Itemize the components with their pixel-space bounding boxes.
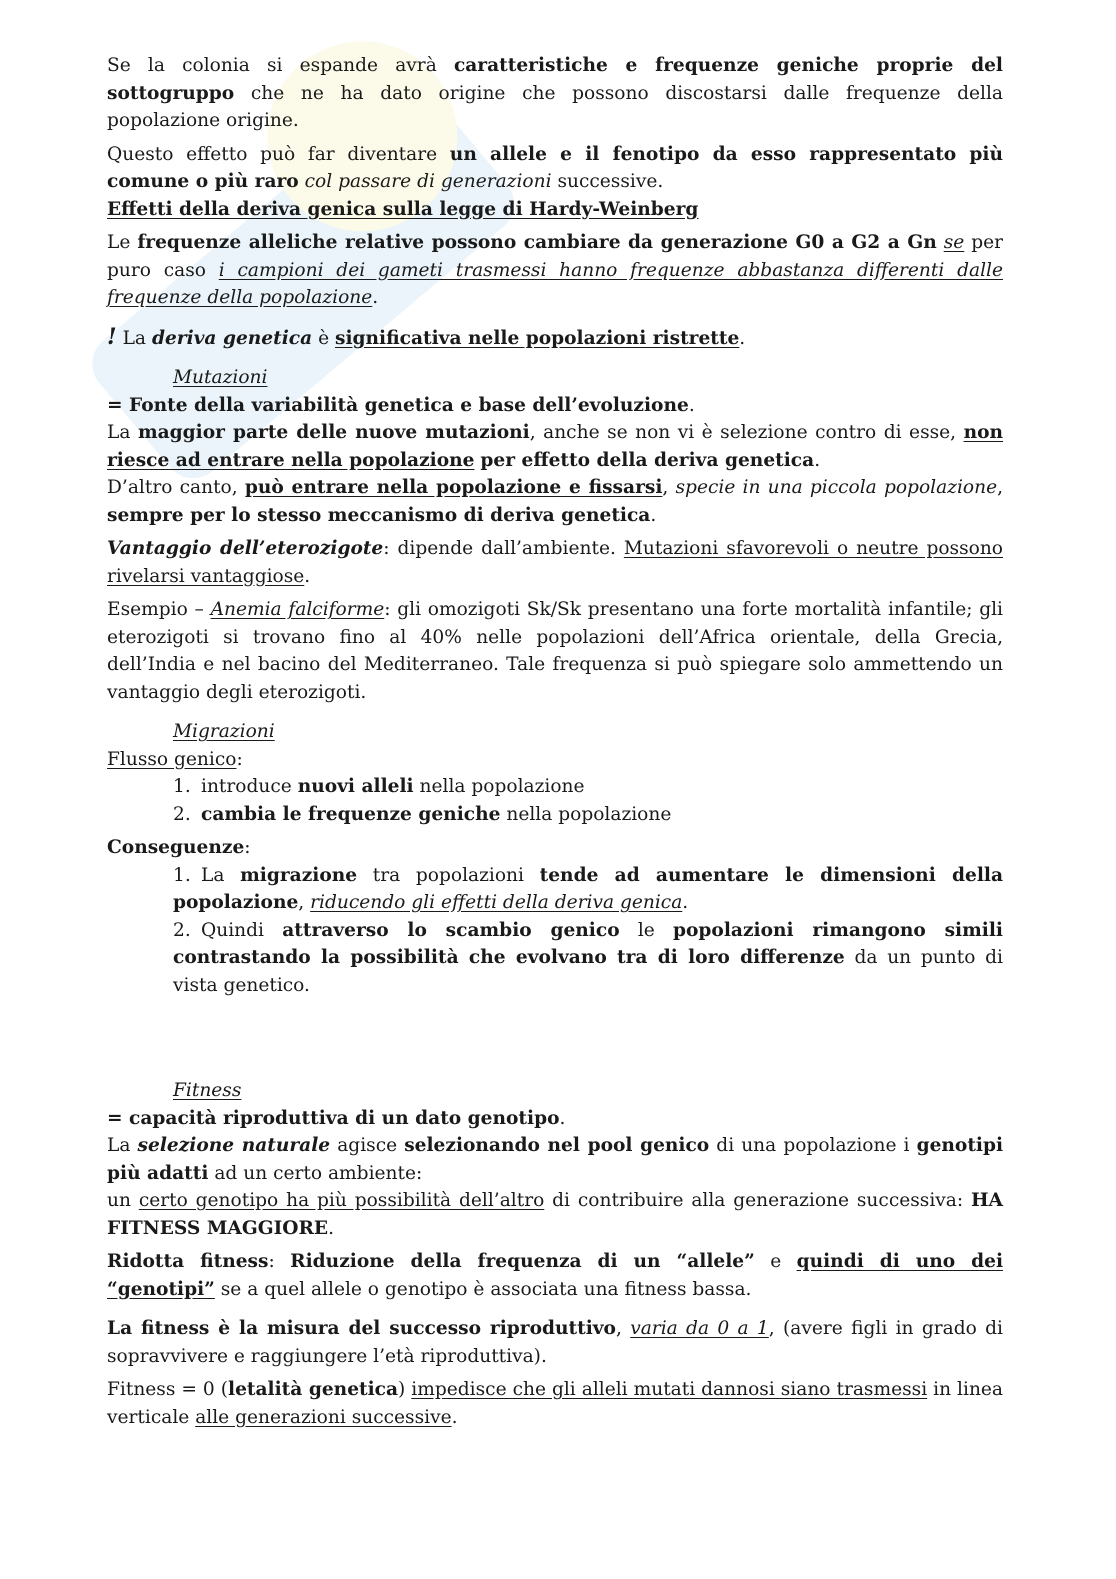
paragraph-ridotta-fitness: Ridotta fitness: Riduzione della frequenza di un “allele” e quindi di uno dei “genotipi” se a quel allele o genotipo è associata una fitness bassa. [107, 1251, 1004, 1300]
definition-mutazioni: = Fonte della variabilità genetica e base dell’evoluzione. [107, 394, 695, 416]
list-item: 1. introduce nuovi alleli nella popolazione [173, 776, 585, 797]
section-heading-migrazioni: Migrazioni [173, 721, 275, 742]
list-item: 2. cambia le frequenze geniche nella popolazione [173, 803, 672, 825]
list-item: 2. Quindi attraverso lo scambio genico le popolazioni rimangono simili contrastando la possibilità che evolvano tra di loro differenze da un punto di vista genetico. [173, 919, 1003, 996]
conseguenze-list [107, 862, 1003, 1000]
section-heading-hardy-weinberg: Effetti della deriva genica sulla legge di Hardy-Weinberg [107, 198, 699, 220]
paragraph-effetto: Questo effetto può far diventare un allele e il fenotipo da esso rappresentato più comune o più raro col passare di generazioni successive. [107, 143, 1003, 192]
paragraph-frequenze: Le frequenze alleliche relative possono cambiare da generazione G0 a G2 a Gn se per puro caso i campioni dei gameti trasmessi hanno frequenze abbastanza differenti dalle frequenze della popolazione. [107, 232, 1003, 308]
paragraph-selezione: La selezione naturale agisce selezionando nel pool genico di una popolazione i genotipi più adatti ad un certo ambiente: [107, 1135, 1004, 1184]
flusso-genico-list [107, 773, 1003, 828]
section-heading-fitness: Fitness [173, 1080, 242, 1101]
list-item: 1. La migrazione tra popolazioni tende ad aumentare le dimensioni della popolazione, riducendo gli effetti della deriva genica. [173, 864, 1003, 913]
document-page [107, 52, 1003, 1431]
section-heading-mutazioni: Mutazioni [173, 367, 268, 388]
paragraph-genotipo: un certo genotipo ha più possibilità dell’altro di contribuire alla generazione successiva: HA FITNESS MAGGIORE. [107, 1190, 1003, 1239]
paragraph-esempio: Esempio – Anemia falciforme: gli omozigoti Sk/Sk presentano una forte mortalità infantile; gli eterozigoti si trovano fino al 40% nelle popolazioni dell’Africa orientale, della Grecia, dell’India e nel bacino del Mediterraneo. Tale frequenza si può spiegare solo ammettendo un vantaggio degli eterozigoti. [107, 599, 1003, 703]
paragraph-colonia: Se la colonia si espande avrà caratteristiche e frequenze geniche proprie del sottogruppo che ne ha dato origine che possono discostarsi dalle frequenze della popolazione origine. [107, 55, 1003, 131]
paragraph-vantaggio: Vantaggio dell’eterozigote: dipende dall’ambiente. Mutazioni sfavorevoli o neutre possono rivelarsi vantaggiose. [107, 538, 1003, 587]
conseguenze-label: Conseguenze: [107, 837, 251, 858]
paragraph-maggior-parte: La maggior parte delle nuove mutazioni, anche se non vi è selezione contro di esse, non riesce ad entrare nella popolazione per effetto della deriva genetica. [107, 422, 1004, 471]
paragraph-deriva-note: ! La deriva genetica è significativa nelle popolazioni ristrette. [107, 323, 746, 350]
paragraph-misura: La fitness è la misura del successo riproduttivo, varia da 0 a 1, (avere figli in grado di sopravvivere e raggiungere l’età riproduttiva). [107, 1318, 1004, 1367]
paragraph-fitness-zero: Fitness = 0 (letalità genetica) impedisce che gli alleli mutati dannosi siano trasmessi in linea verticale alle generazioni successive. [107, 1379, 1004, 1428]
exclamation-icon: ! [107, 323, 117, 350]
definition-fitness: = capacità riproduttiva di un dato genotipo. [107, 1107, 566, 1129]
paragraph-altro-canto: D’altro canto, può entrare nella popolazione e fissarsi, specie in una piccola popolazione, sempre per lo stesso meccanismo di deriva genetica. [107, 477, 1004, 526]
flusso-genico-label: Flusso genico: [107, 748, 243, 770]
